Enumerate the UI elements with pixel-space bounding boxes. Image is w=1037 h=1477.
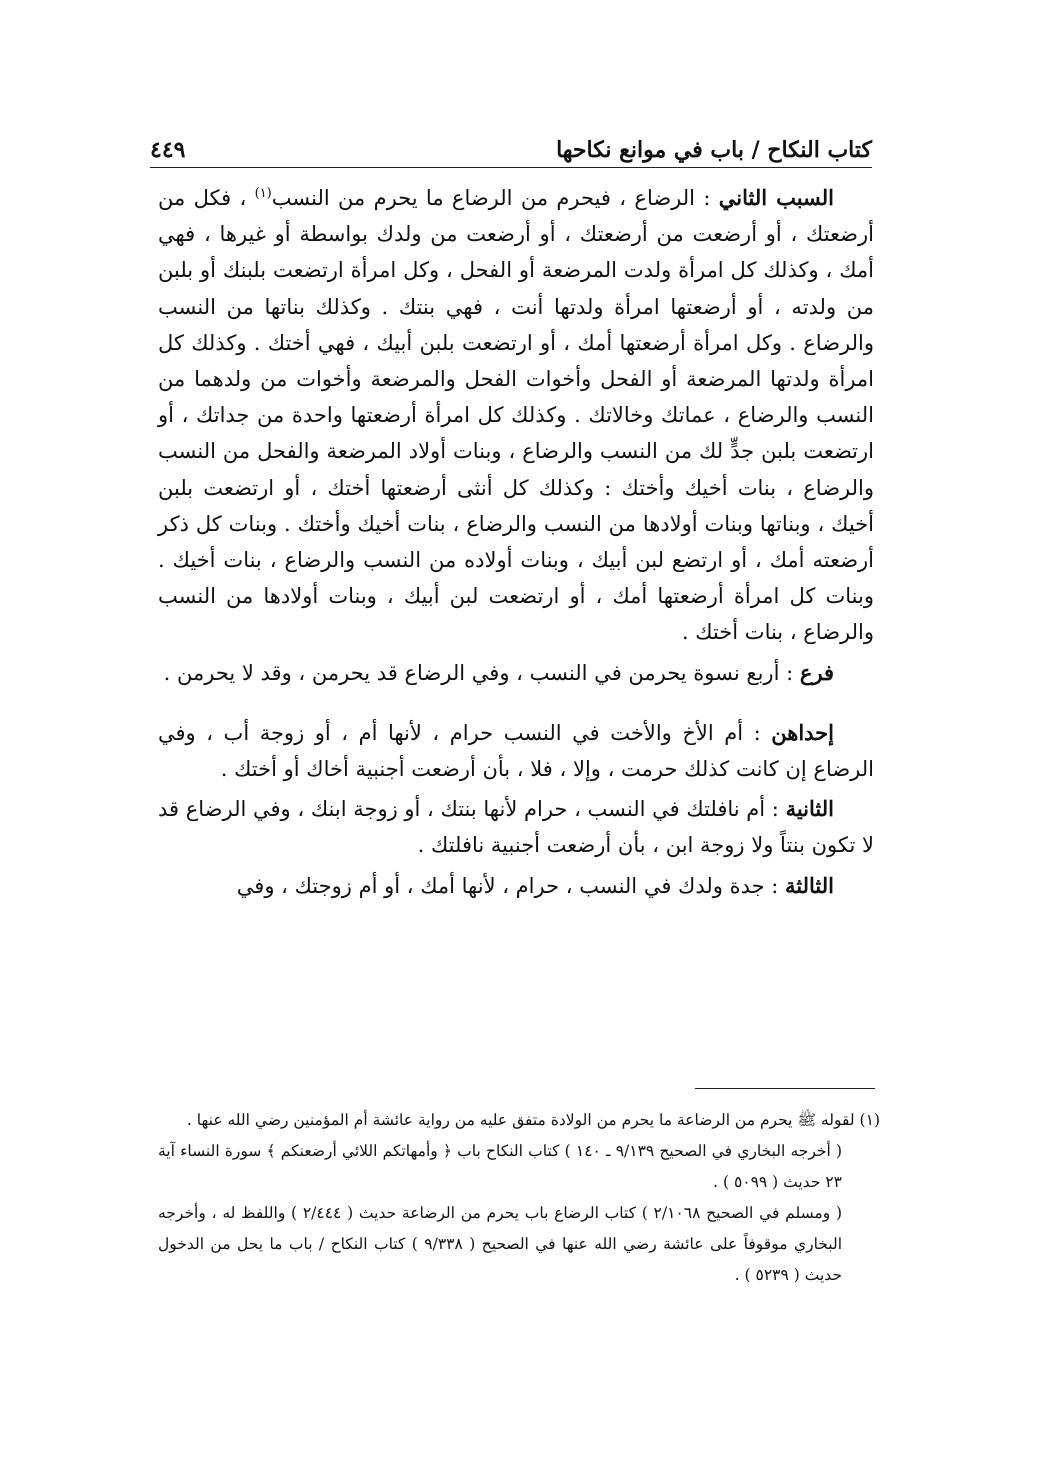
footnote-ref: (١) [254, 186, 272, 201]
footnote-line [158, 1105, 880, 1136]
paragraph-lead: السبب الثاني [718, 185, 835, 210]
page-number: ٤٤٩ [150, 137, 186, 163]
footnotes [158, 1105, 880, 1291]
paragraph-lead: الثالثة [785, 872, 834, 898]
paragraph-lead: إحداهن [771, 719, 834, 745]
paragraph-text: : أربع نسوة يحرمن في النسب ، وفي الرضاع قد يحرمن ، وقد لا يحرمن . [163, 660, 794, 685]
paragraph-lead: فرع [799, 659, 834, 685]
paragraph-second-cause [158, 180, 874, 651]
paragraph-text: : جدة ولدك في النسب ، حرام ، لأنها أمك ، أو أم زوجتك ، وفي [236, 873, 779, 898]
paragraph-branch [158, 655, 874, 691]
paragraph-first [158, 715, 874, 787]
page-header [150, 118, 872, 168]
paragraph-text: ، فكل من أرضعتك ، أو أرضعت من أرضعتك ، أو أرضعت من ولدك بواسطة أو غيرها ، فهي أمك ، وكذلك كل امرأة ولدت المرضعة أو الفحل ، وكل امرأة ارتضعت بلبنك أو بلبن من ولدته ، أو أرضعتها امرأة ولدتها أنت ، فهي بنتك . وكذلك بناتها من النسب والرضاع . وكل امرأة أرضعتها أمك ، أو ارتضعت بلبن أبيك ، فهي أختك . وكذلك كل امرأة ولدتها المرضعة أو الفحل وأخوات الفحل والمرضعة وأخوات من ولدهما من النسب والرضاع ، عماتك وخالاتك . وكذلك كل امرأة أرضعتها واحدة من جداتك ، أو ارتضعت بلبن جدٍّ لك من النسب والرضاع ، وبنات أولاد المرضعة والفحل من النسب والرضاع ، بنات أخيك وأختك : وكذلك كل أنثى أرضعتها أختك ، أو ارتضعت بلبن أخيك ، وبناتها وبنات أولادها من النسب والرضاع ، بنات أخيك وأختك . وبنات كل ذكر أرضعته أمك ، أو ارتضع لبن أبيك ، وبنات أولاده من النسب والرضاع ، بنات أخيك . وبنات كل امرأة أرضعتها أمك ، أو ارتضعت لبن أبيك ، وبنات أولادها من النسب والرضاع ، بنات أختك . [158, 186, 875, 645]
running-title: كتاب النكاح / باب في موانع نكاحها [556, 137, 872, 163]
paragraph-second [158, 791, 874, 863]
main-text [158, 180, 874, 904]
paragraph-text: : أم نافلتك في النسب ، حرام لأنها بنتك ، أو زوجة ابنك ، وفي الرضاع قد لا تكون بنتاً ولا زوجة ابن ، بأن أرضعت أجنبية نافلتك . [158, 797, 874, 858]
paragraph-lead: الثانية [785, 796, 834, 822]
footnote-line [158, 1198, 880, 1291]
footnote-divider [695, 1088, 875, 1089]
footnote-text: ( أخرجه البخاري في الصحيح ٩/١٣٩ ـ ١٤٠ ) كتاب النكاح باب ﴿ وأمهاتكم اللائي أرضعنكم ﴾ سورة النساء آية ٢٣ حديث ( ٥٠٩٩ ) . [158, 1142, 842, 1191]
paragraph-text: : أم الأخ والأخت في النسب حرام ، لأنها أم ، أو زوجة أب ، وفي الرضاع إن كانت كذلك حرمت ، وإلا ، فلا ، بأن أرضعت أجنبية أخاك أو أختك . [158, 720, 874, 782]
footnote-text: لقوله ﷺ يحرم من الرضاعة ما يحرم من الولادة متفق عليه من رواية عائشة أم المؤمنين رضي الله عنها . [186, 1111, 855, 1129]
footnote-number: (١) [859, 1111, 880, 1129]
footnote-text: ( ومسلم في الصحيح ٢/١٠٦٨ ) كتاب الرضاع باب يحرم من الرضاعة حديث ( ٢/٤٤٤ ) واللفظ له ، وأخرجه البخاري موقوفاً على عائشة رضي الله عنها في الصحيح ( ٩/٣٣٨ ) كتاب النكاح / باب ما يحل من الدخول حديث ( ٥٢٣٩ ) . [158, 1204, 843, 1284]
paragraph-text: : الرضاع ، فيحرم من الرضاع ما يحرم من النسب [271, 186, 711, 210]
footnote-line [158, 1136, 880, 1198]
paragraph-third [158, 868, 874, 904]
